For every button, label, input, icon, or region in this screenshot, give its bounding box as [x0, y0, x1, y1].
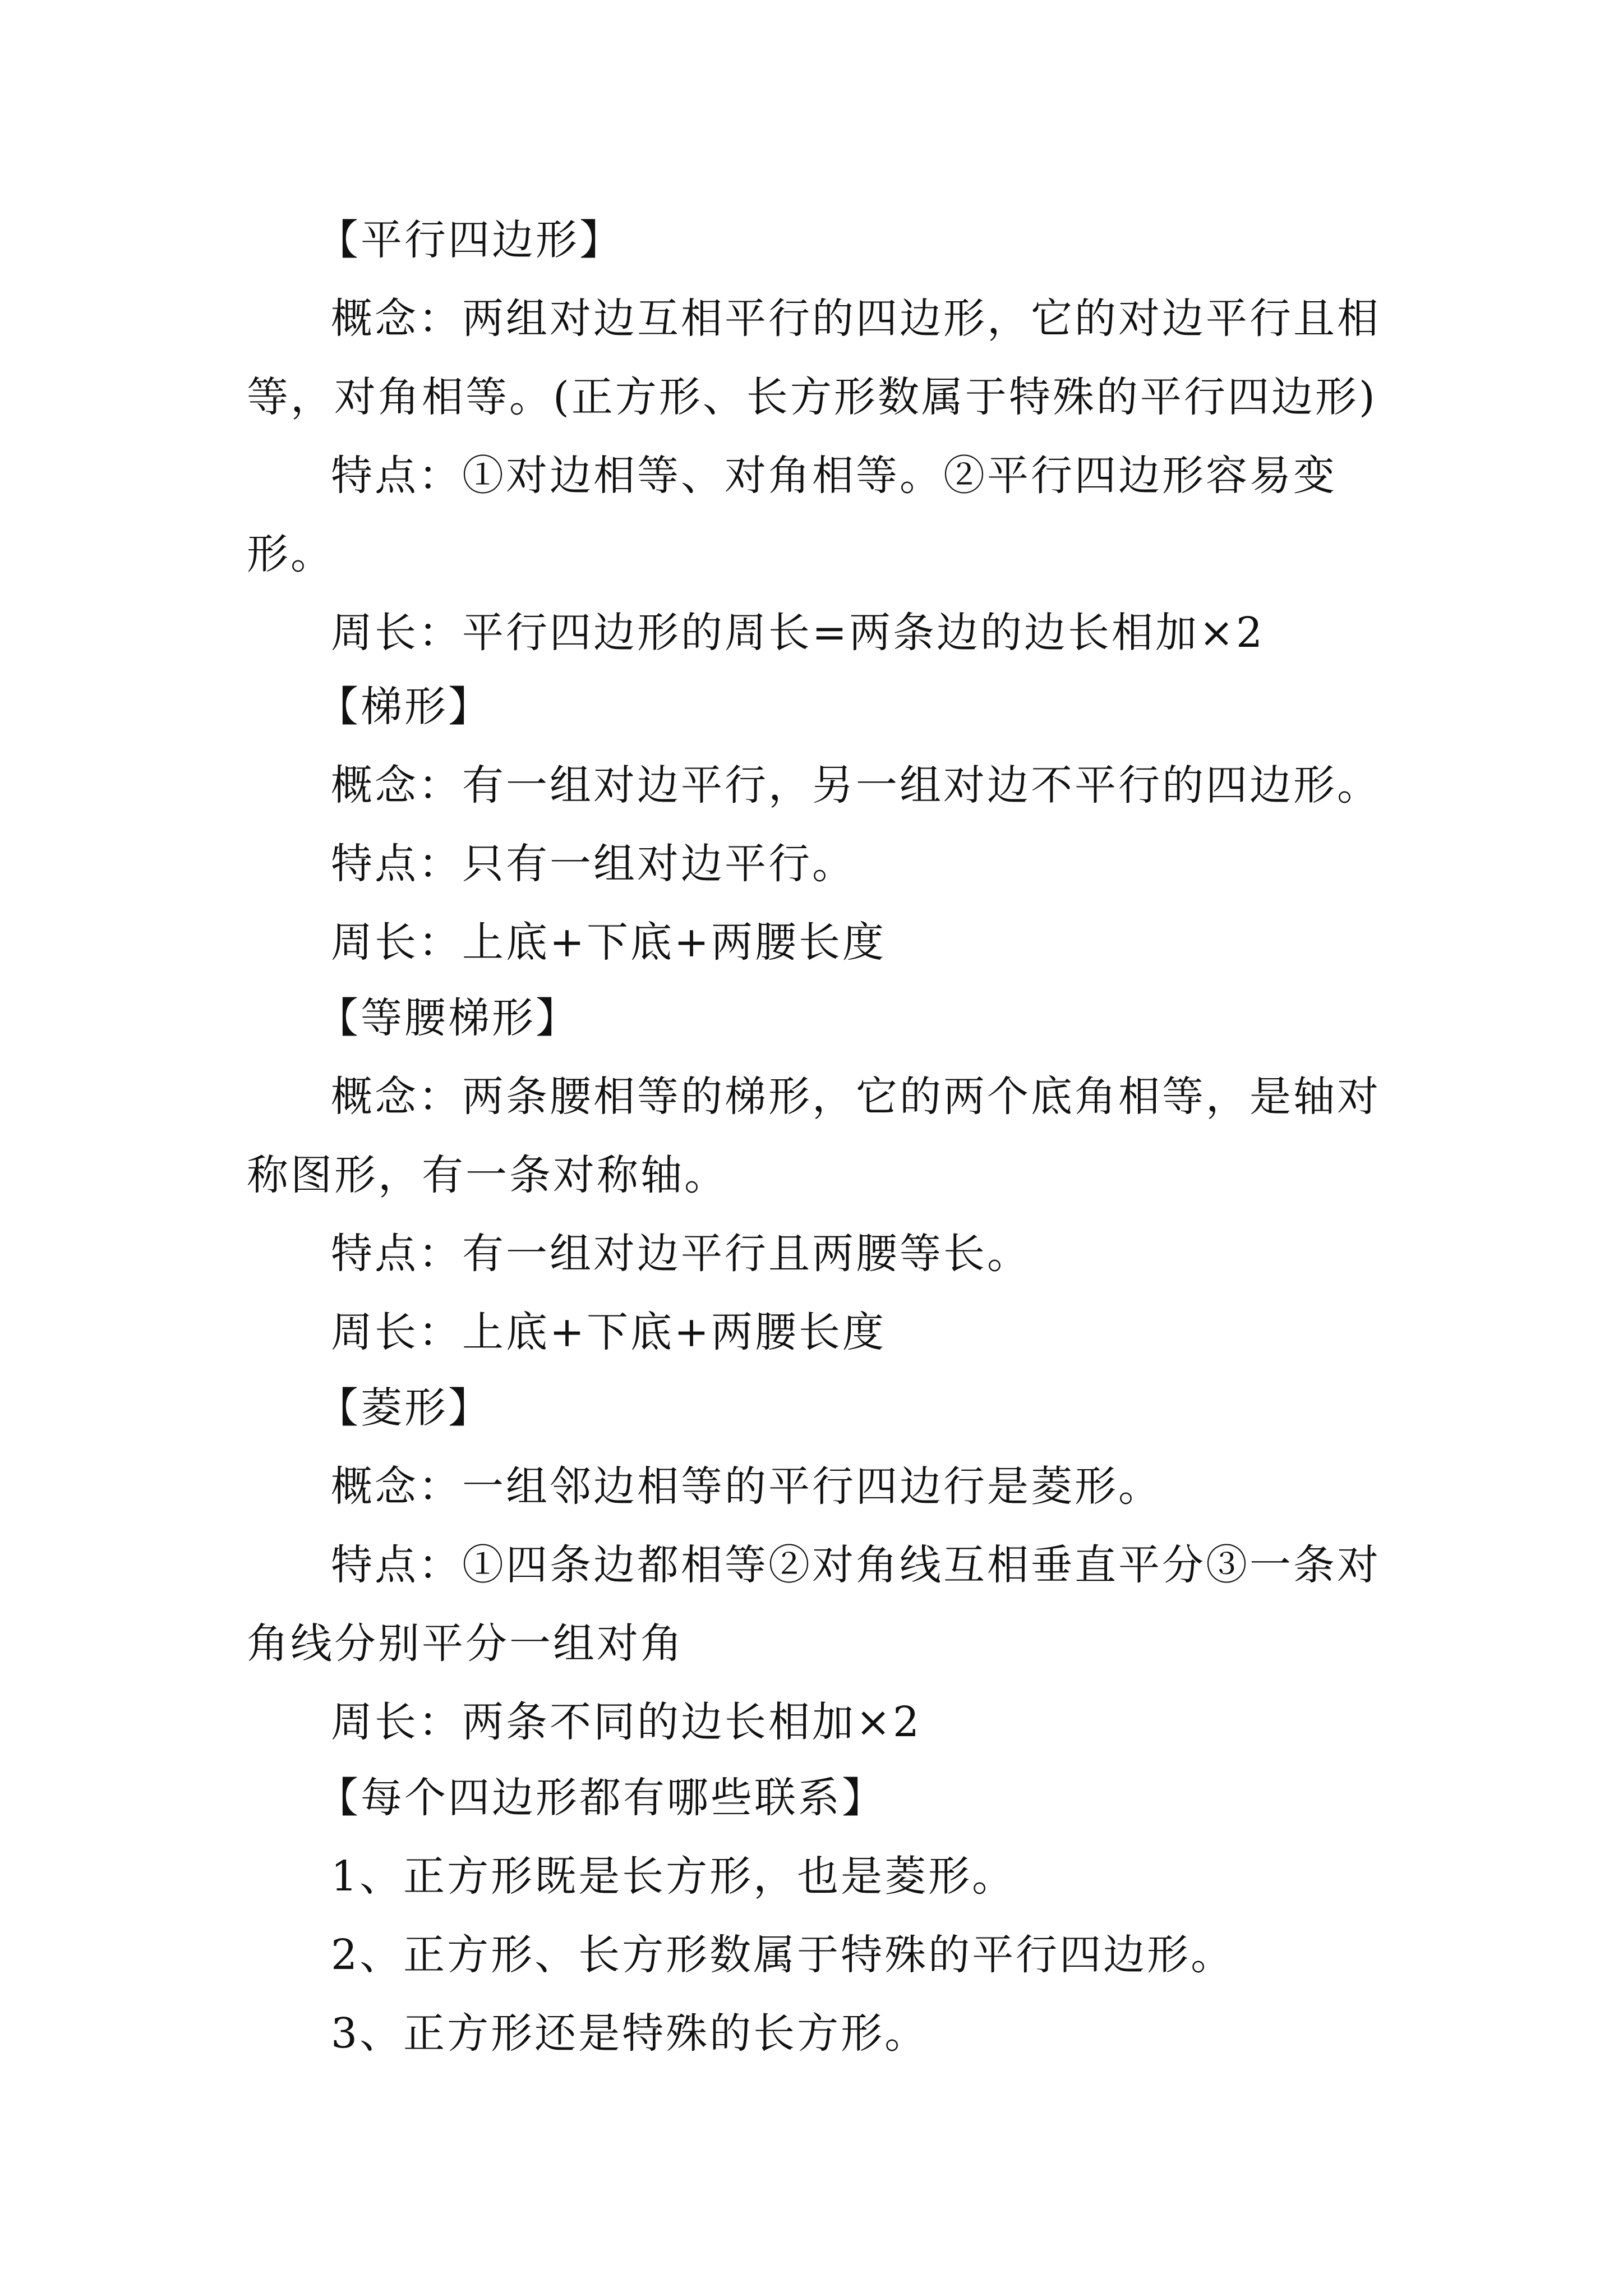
- rhombus-features-line-2: 角线分别平分一组对角: [247, 1619, 684, 1668]
- rhombus-features-line-1: 特点：①四条边都相等②对角线互相垂直平分③一条对: [331, 1541, 1381, 1589]
- isosceles-trapezoid-features: 特点：有一组对边平行且两腰等长。: [331, 1230, 1031, 1278]
- isosceles-trapezoid-concept-line-1: 概念：两条腰相等的梯形，它的两个底角相等，是轴对: [331, 1073, 1381, 1121]
- trapezoid-concept: 概念：有一组对边平行，另一组对边不平行的四边形。: [331, 761, 1381, 809]
- trapezoid-perimeter: 周长：上底+下底+两腰长度: [331, 918, 887, 967]
- parallelogram-perimeter: 周长：平行四边形的周长=两条边的边长相加×2: [331, 609, 1265, 657]
- parallelogram-features-line-2: 形。: [247, 530, 334, 578]
- section-heading-relations: 【每个四边形都有哪些联系】: [317, 1774, 886, 1822]
- parallelogram-concept-line-2: 等，对角相等。(正方形、长方形数属于特殊的平行四边形): [247, 373, 1377, 421]
- parallelogram-concept-line-1: 概念：两组对边互相平行的四边形，它的对边平行且相: [331, 295, 1381, 343]
- relation-item-2: 2、正方形、长方形数属于特殊的平行四边形。: [331, 1931, 1235, 1979]
- section-heading-trapezoid: 【梯形】: [317, 683, 492, 731]
- rhombus-perimeter: 周长：两条不同的边长相加×2: [331, 1698, 922, 1746]
- section-heading-parallelogram: 【平行四边形】: [317, 216, 623, 264]
- relation-item-3: 3、正方形还是特殊的长方形。: [331, 2009, 929, 2058]
- isosceles-trapezoid-concept-line-2: 称图形，有一条对称轴。: [247, 1151, 728, 1199]
- relation-item-1: 1、正方形既是长方形，也是菱形。: [331, 1852, 1016, 1901]
- section-heading-rhombus: 【菱形】: [317, 1384, 492, 1432]
- parallelogram-features-line-1: 特点：①对边相等、对角相等。②平行四边形容易变: [331, 452, 1337, 500]
- rhombus-concept: 概念：一组邻边相等的平行四边行是菱形。: [331, 1462, 1162, 1511]
- section-heading-isosceles-trapezoid: 【等腰梯形】: [317, 994, 579, 1042]
- isosceles-trapezoid-perimeter: 周长：上底+下底+两腰长度: [331, 1308, 887, 1356]
- trapezoid-features: 特点：只有一组对边平行。: [331, 840, 856, 888]
